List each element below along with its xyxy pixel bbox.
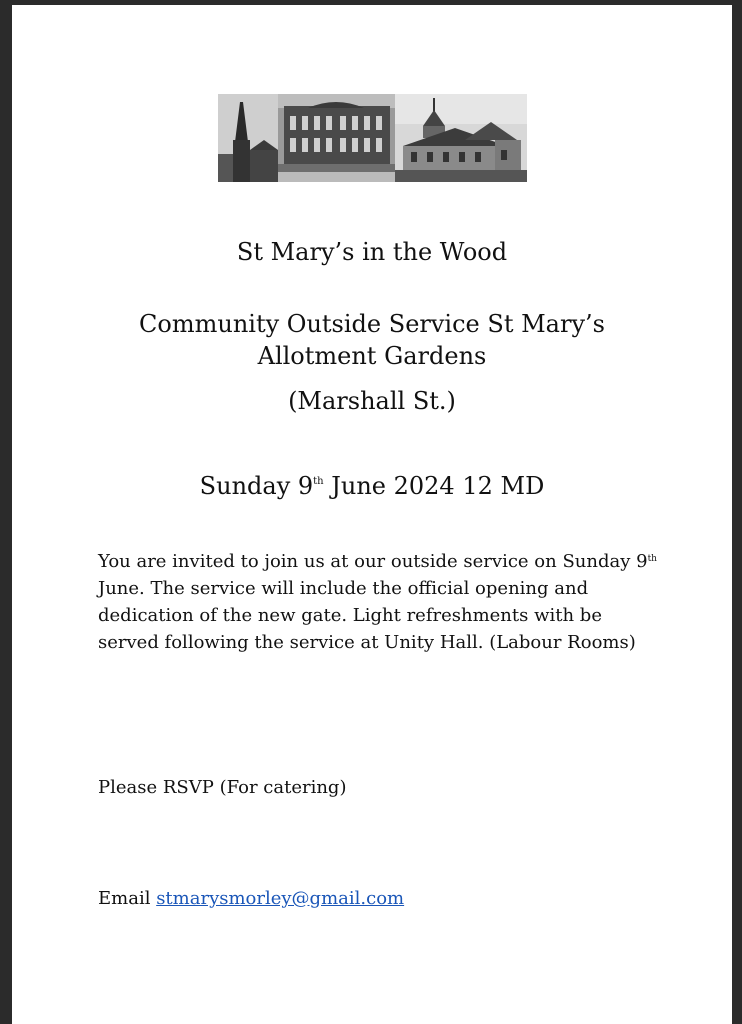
invite-part2: June. The service will include the official opening and dedication of the new gate. Light refreshments with be served following the service at Unity Hall. (Labour Rooms) — [98, 578, 636, 653]
email-label: Email — [98, 888, 157, 909]
event-subtitle: Community Outside Service St Mary’s Allotment Gardens — [139, 310, 605, 370]
document-page — [12, 5, 732, 1024]
invite-part1: You are invited to join us at our outside service on Sunday 9 — [98, 551, 648, 572]
rsvp-line: Please RSVP (For catering) — [98, 777, 347, 798]
header-photo-strip — [218, 94, 527, 182]
invite-ordinal: th — [647, 554, 657, 564]
invitation-paragraph — [98, 548, 658, 656]
church-spire-photo — [218, 94, 278, 182]
date-prefix: Sunday 9 — [199, 472, 314, 500]
old-chapel-drawing — [395, 94, 527, 182]
page-title: St Mary’s in the Wood — [236, 238, 508, 266]
email-line — [98, 885, 658, 912]
event-date — [12, 470, 732, 502]
event-location: (Marshall St.) — [288, 387, 456, 415]
date-rest: June 2024 12 MD — [323, 472, 545, 500]
civic-hall-photo — [278, 94, 395, 182]
email-link[interactable]: stmarysmorley@gmail.com — [156, 888, 405, 909]
date-ordinal: th — [313, 476, 324, 487]
